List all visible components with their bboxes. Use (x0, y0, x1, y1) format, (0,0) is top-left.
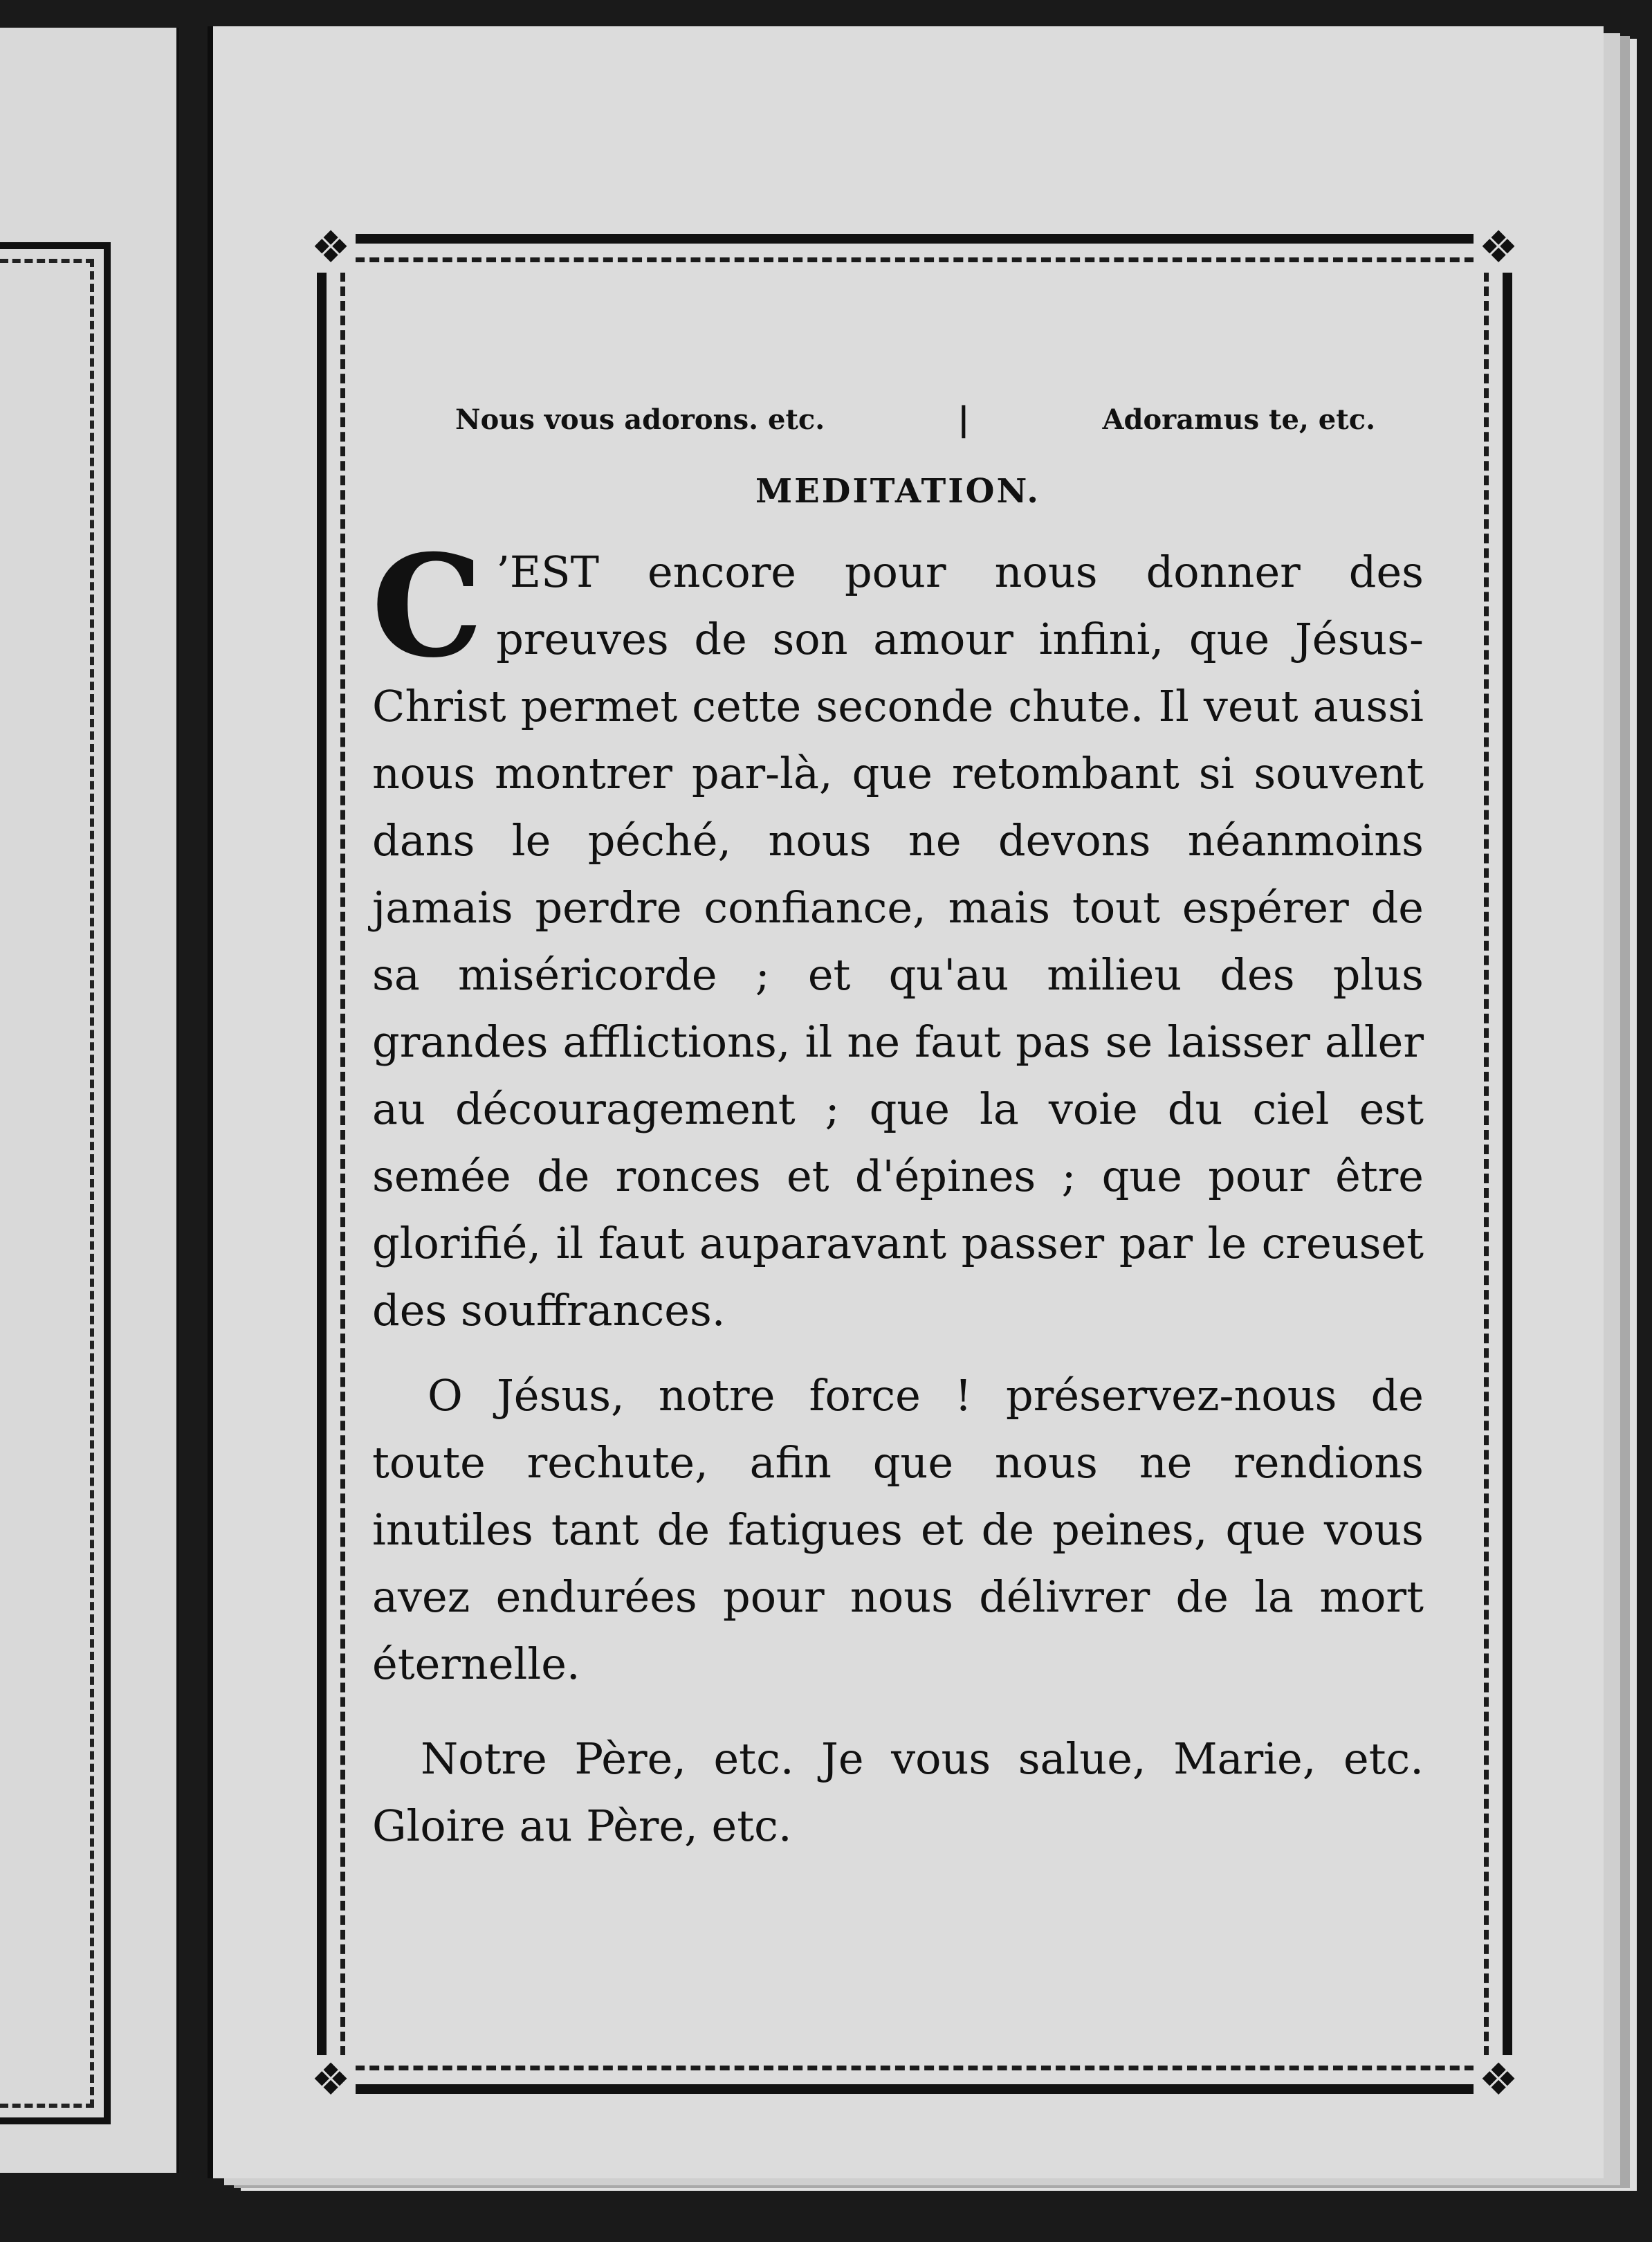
corner-ornament-icon: ❖ (306, 2055, 356, 2105)
corner-ornament-icon: ❖ (1474, 2055, 1523, 2105)
paragraph-1-text: encore pour nous donner des preuves de son amour infini, que Jésus-Christ permet cette seconde chute. Il veut aussi nous montrer par-là, que retombant si souvent dans le péché, nous ne devons néanmoins jamais perdre confiance, mais tout espérer de sa miséricorde ; et qu'au milieu des plus grandes afflictions, il ne faut pas se laisser aller au découragement ; que la voie du ciel est semée de ronces et d'épines ; que pour être glorifié, il faut auparavant passer par le creuset des souffrances. (372, 547, 1424, 1336)
header-left: Nous vous adorons. etc. (455, 403, 825, 436)
opening-word: ’EST (496, 547, 599, 597)
page-content (372, 400, 1424, 1859)
header-right: Adoramus te, etc. (1102, 403, 1375, 436)
closing-prayers: Notre Père, etc. Je vous salue, Marie, etc. Gloire au Père, etc. (372, 1733, 1424, 1851)
facing-page-border (0, 242, 111, 2124)
corner-ornament-icon: ❖ (306, 223, 356, 273)
section-title: MEDITATION. (755, 472, 1040, 511)
header-separator: | (957, 400, 970, 439)
drop-cap: C (372, 525, 483, 688)
book-page (208, 26, 1604, 2178)
corner-ornament-icon: ❖ (1474, 223, 1523, 273)
facing-page (0, 28, 179, 2173)
running-header (372, 400, 1424, 439)
meditation-paragraph-2: O Jésus, notre force ! préservez-nous de toute rechute, afin que nous ne rendions inutiles tant de fatigues et de peines, que vous avez endurées pour nous délivrer de la mort éternelle. (372, 1370, 1424, 1689)
meditation-paragraph-1 (372, 525, 1424, 1344)
